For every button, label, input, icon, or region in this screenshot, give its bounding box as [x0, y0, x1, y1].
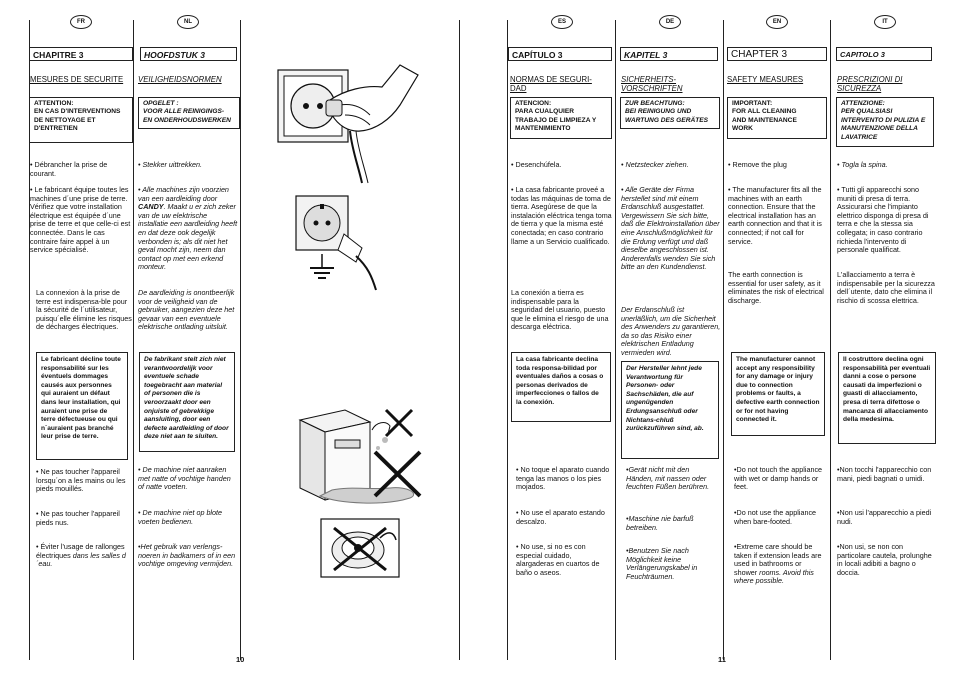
paragraph-earth-essential-es: La conexión a tierra es indispensable para la seguridad del usuario, puesto que le elimina el riesgo de una descarga eléctrica. — [511, 288, 609, 332]
section-title-en: SAFETY MEASURES — [727, 75, 804, 84]
bullet-extension-de: •Benutzen Sie nach Möglichkeit keine Verlängerungskabel in Feuchträumen. — [626, 546, 698, 581]
bullet-wet-hands-fr: • Ne pas toucher l'appareil lorsqu´on a les mains ou les pieds mouillés. — [36, 467, 126, 494]
paragraph-unplug-nl: • Stekker uittrekken. — [138, 160, 203, 169]
liability-box-fr: Le fabricant décline toute responsabilité sur les éventuels dommages causés aux personnes qui auraient un défaut dans leur installation, qui auraient une prise de terre défectueuse ou qui n´auraient pas branché leur prise de terre. — [36, 352, 128, 460]
brand-name: CANDY — [138, 202, 164, 212]
flag-de: DE — [659, 15, 681, 29]
warning-box-en: IMPORTANT: FOR ALL CLEANING AND MAINTENANCE WORK — [727, 97, 827, 139]
rule-fr-nl — [133, 20, 134, 660]
rule-es-de — [615, 20, 616, 660]
bullet-extension-en — [734, 543, 826, 586]
liability-box-en: The manufacturer cannot accept any responsibility for any damage or injury due to connection problems or faults, a defective earth connection or for not having connected it. — [731, 352, 825, 436]
paragraph-unplug-es: • Desenchúfela. — [511, 160, 562, 169]
page-number-right: 11 — [718, 655, 726, 664]
extension-reel-crossed-icon — [320, 518, 400, 578]
flag-it: IT — [874, 15, 896, 29]
flag-es: ES — [551, 15, 573, 29]
flag-fr: FR — [70, 15, 92, 29]
hand-unplugging-icon — [270, 45, 420, 185]
paragraph-earth-nl — [138, 186, 238, 272]
section-title-de: SICHERHEITS-VORSCHRIFTEN — [621, 75, 683, 93]
bullet-wet-hands-es: • No toque el aparato cuando tenga las manos o los pies mojados. — [516, 465, 610, 492]
bullet-barefoot-en: •Do not use the appliance when bare-footed. — [734, 508, 817, 526]
earthed-socket-plug-icon — [292, 192, 402, 292]
paragraph-earth-nl-b: . Maakt u er zich zeker van de uw elektrische installatie een aardleiding heeft en dat deze ook degelijk verbonden is; als dit niet het geval mocht zijn, neem dan contact op met een erkend monteur. — [138, 202, 238, 272]
rule-en-it — [830, 20, 831, 660]
rule-nl-ill — [240, 20, 241, 660]
warning-box-de: ZUR BEACHTUNG: BEI REINIGUNG UND WARTUNG DES GERÄTES — [620, 97, 720, 129]
bullet-extension-en-b: rooms. Avoid this where possible. — [734, 567, 814, 586]
bullet-extension-it: •Non usi, se non con particolare cautela, prolunghe in locali adibiti a bagno o doccia. — [837, 542, 932, 577]
paragraph-unplug-de: • Netzstecker ziehen. — [621, 160, 689, 169]
bullet-barefoot-fr: • Ne pas toucher l'appareil pieds nus. — [36, 509, 120, 527]
paragraph-earth-en: • The manufacturer fits all the machines with an earth connection. Ensure that the electrical installation has an earth connection and that it is connected; if not call for service. — [728, 185, 822, 246]
chapter-title-es: CAPÍTULO 3 — [508, 47, 612, 61]
flag-en: EN — [766, 15, 788, 29]
liability-box-de: Der Hersteller lehnt jede Verantwortung für Personen- oder Sachschäden, die auf ungenügenden Erdungsanschluß oder Nichtans-chluß zurückzuführen sind, ab. — [621, 361, 719, 459]
chapter-title-en: CHAPTER 3 — [727, 47, 827, 61]
page-number-left: 10 — [236, 655, 245, 664]
bullet-extension-fr-a: • Éviter l'usage de rallonges électriques — [36, 542, 125, 560]
paragraph-earth-fr: • Le fabricant équipe toutes les machines d´une prise de terre. Vérifiez que votre installation électrique est équipée d´une prise de terre et que celle-ci est connectée. Dans le cas contraire faire appel à un service spécialisé. — [30, 185, 131, 255]
warning-box-it: ATTENZIONE: PER QUALSIASI INTERVENTO DI PULIZIA E MANUTENZIONE DELLA LAVATRICE — [836, 97, 934, 147]
paragraph-earth-essential-it: L'allacciamento a terra è indispensabile per la sicurezza dell´utente, dato che elimina il rischio di scossa elettrica. — [837, 270, 935, 305]
washing-machine-wet-floor-warning-icon — [290, 400, 430, 510]
section-title-nl: VEILIGHEIDSNORMEN — [138, 75, 222, 84]
rule-es-left — [507, 20, 508, 660]
paragraph-earth-essential-nl: De aardleiding is onontbeerlijk voor de veiligheid van de gebruiker, aangezien deze het gevaar van een eventuele elektrische ontlading uitsluit. — [138, 288, 235, 332]
paragraph-earth-essential-de: Der Erdanschluß ist unerläßlich, um die Sicherheit des Anwenders zu garantieren, da so das Risiko einer elektrischen Entladung vermieden wird. — [621, 305, 721, 357]
paragraph-unplug-fr: • Débrancher la prise de courant. — [30, 160, 108, 178]
bullet-barefoot-it: •Non usi l'apparecchio a piedi nudi. — [837, 508, 932, 526]
chapter-title-nl: HOOFDSTUK 3 — [140, 47, 237, 61]
paragraph-unplug-en: • Remove the plug — [728, 160, 787, 169]
bullet-barefoot-nl: • De machine niet op blote voeten bedienen. — [138, 508, 223, 526]
warning-box-es: ATENCION: PARA CUALQUIER TRABAJO DE LIMPIEZA Y MANTENIMIENTO — [510, 97, 612, 139]
bullet-wet-hands-it: •Non tocchi l'apparecchio con mani, piedi bagnati o umidi. — [837, 465, 932, 483]
bullet-extension-en-a: •Extreme care should be taken if extension leads are used in bathrooms or shower — [734, 542, 822, 577]
bullet-wet-hands-nl: • De machine niet aanraken met natte of vochtige handen of natte voeten. — [138, 465, 231, 492]
section-title-it: PRESCRIZIONI DI SICUREZZA — [837, 75, 903, 93]
paragraph-unplug-it: • Togla la spina. — [837, 160, 888, 169]
paragraph-earth-es: • La casa fabricante proveé a todas las máquinas de toma de tierra. Asegúrese de que la instalación eléctrica tenga toma de tierra y que la misma esté conectada; en caso contrario llame a un Servicio cualificado. — [511, 185, 612, 246]
paragraph-earth-essential-fr: La connexion à la prise de terre est indispensa-ble pour la sécurité de l´utilisateur, puisqu´elle élimine les risques de décharges électriques. — [36, 288, 132, 332]
chapter-title-it: CAPITOLO 3 — [836, 47, 932, 61]
warning-box-fr: ATTENTION: EN CAS D'INTERVENTIONS DE NETTOYAGE ET D'ENTRETIEN — [29, 97, 133, 143]
flag-nl: NL — [177, 15, 199, 29]
liability-box-es: La casa fabricante declina toda responsa-bilidad por eventuales daños a cosas o personas derivados de imperfecciones o fallos de la conexión. — [511, 352, 611, 422]
liability-box-it: Il costruttore declina ogni responsabilità per eventuali danni a cose o persone causati da imperfezioni o guasti di allacciamento, presa di terra difettose o mancanza di allacciamento della medesima. — [838, 352, 936, 444]
bullet-wet-hands-en: •Do not touch the appliance with wet or damp hands or feet. — [734, 465, 823, 492]
paragraph-earth-essential-en: The earth connection is essential for user safety, as it eliminates the risk of electrical discharge. — [728, 270, 824, 305]
rule-page-gutter — [459, 20, 460, 660]
section-title-es: NORMAS DE SEGURI-DAD — [510, 75, 592, 93]
chapter-title-de: KAPITEL 3 — [620, 47, 718, 61]
bullet-wet-hands-de: •Gerät nicht mit den Händen, mit nassen oder feuchten Füßen berühren. — [626, 465, 710, 492]
paragraph-earth-it: • Tutti gli apparecchi sono muniti di presa di terra. Assicurarsi che l'impianto elettrico disponga di presa di terra e che la stessa sia collegata; in caso contrario richieda l'intervento di personale qualificat. — [837, 185, 929, 255]
warning-box-nl: OPGELET : VOOR ALLE REINIGINGS- EN ONDERHOUDSWERKEN — [138, 97, 240, 129]
paragraph-earth-de: • Alle Geräte der Firma herstellet sind mit einem Erdanschluß ausgestattet. Vergewissern Sie sich bitte, daß die Elektroinstallation über eine Anschlußmöglichkeit für die Erdung verfügt und daß dieselbe angeschlossen ist. Anderenfalls wenden Sie sich bitte an den Kundendienst. — [621, 185, 720, 272]
section-title-fr: MESURES DE SECURITE — [30, 75, 124, 84]
chapter-title-fr: CHAPITRE 3 — [29, 47, 133, 61]
bullet-extension-fr — [36, 543, 132, 569]
bullet-barefoot-de: •Maschine nie barfuß betreiben. — [626, 514, 694, 532]
bullet-extension-nl: •Het gebruik van verlengs-noeren in badkamers of in een vochtige omgeving vermijden. — [138, 542, 236, 569]
paragraph-earth-nl-a: • Alle machines zijn voorzien van een aardleiding door — [138, 185, 229, 203]
bullet-extension-es: • No use, si no es con especial cuidado, alargaderas en cuartos de baño o aseos. — [516, 542, 600, 577]
rule-de-en — [723, 20, 724, 660]
liability-box-nl: De fabrikant stelt zich niet verantwoordelijk voor eventuele schade toegebracht aan material of personen die is veroorzaakt door een onjuiste of gebrekkige aansluiting, door een defecte aardleiding of door deze niet aan te sluiten. — [139, 352, 235, 452]
bullet-extension-fr-b: dans les salles d´eau. — [36, 550, 126, 569]
bullet-barefoot-es: • No use el aparato estando descalzo. — [516, 508, 605, 526]
